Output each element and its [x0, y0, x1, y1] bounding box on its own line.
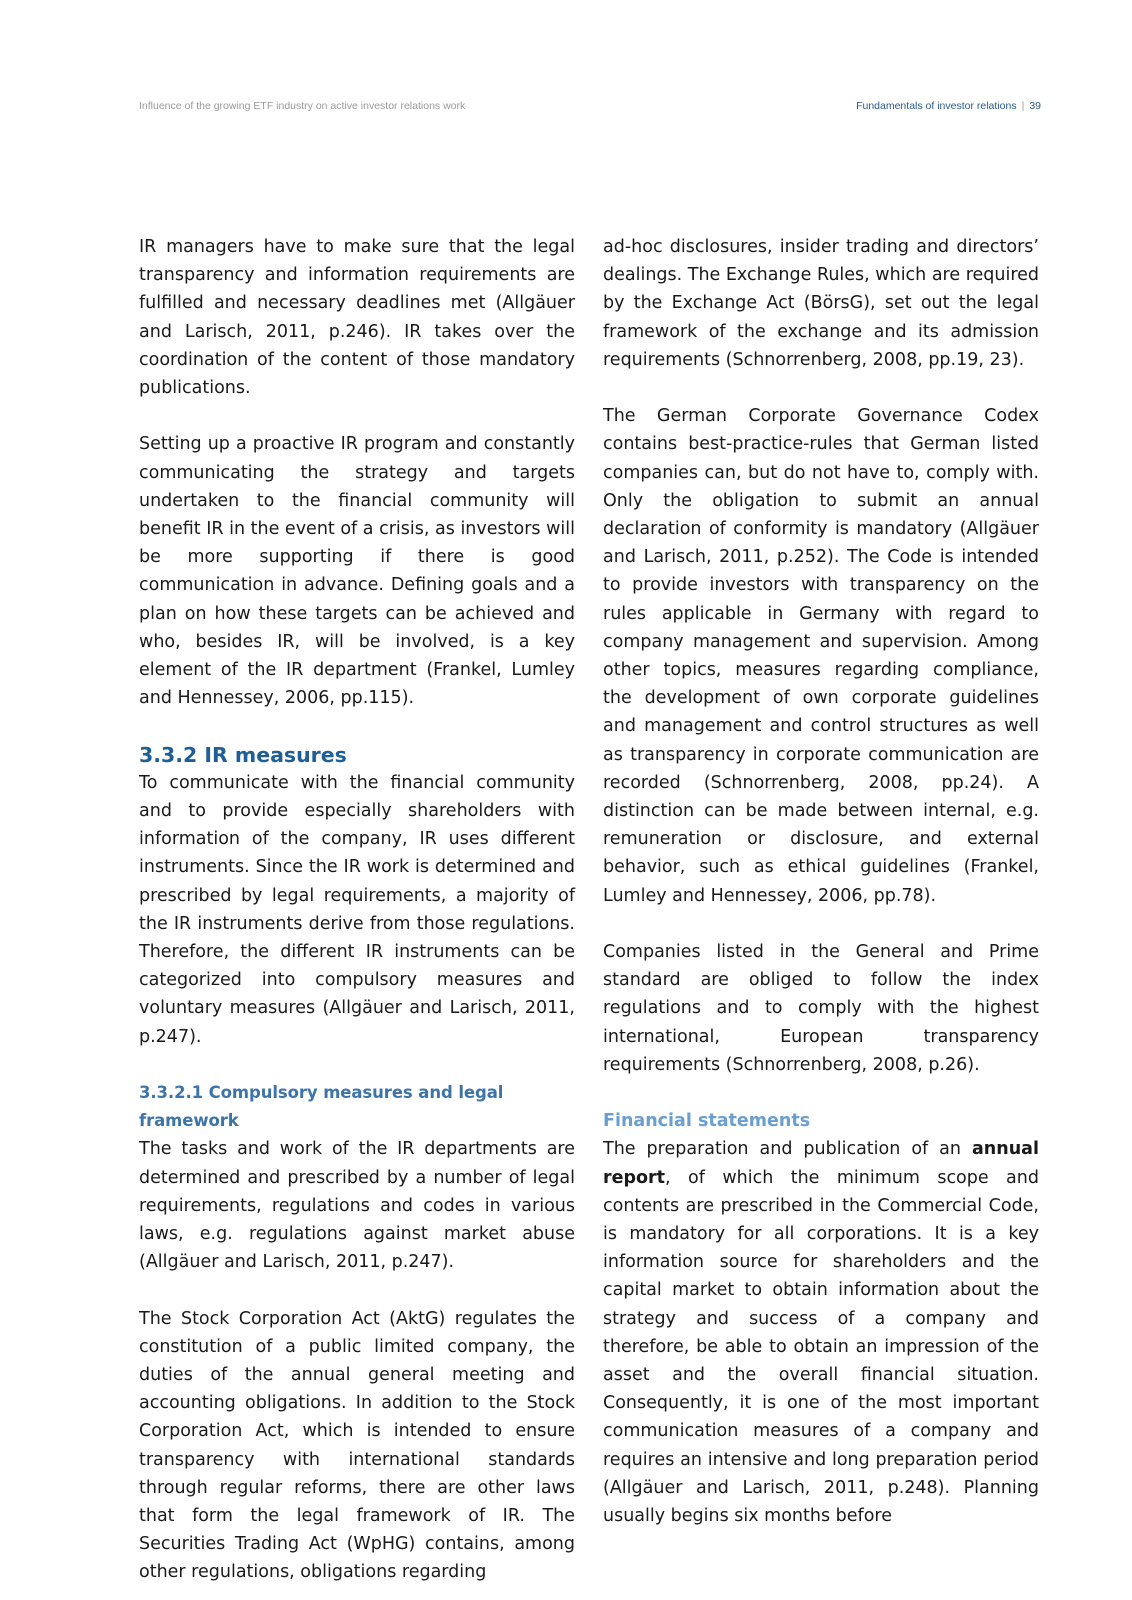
annual-report-term: annual report — [603, 1139, 1039, 1188]
annual-report-body-text: , of which the minimum scope and contents are prescribed in the Commercial Code, is mandatory for all corporations. It is a key information source for shareholders and the capital market to obtain information about the strategy and success of a company and therefore, be able to obtain an impression of the asset and the overall financial situation. Consequently, it is one of the most important communication measures of a company and requires an intensive and long preparation period (Allgäuer and Larisch, 2011, p.248). Planning usually begins six months before — [603, 1167, 1039, 1527]
annual-report-lead-text: The preparation and publication of an — [603, 1139, 972, 1160]
heading-financial-statements: Financial statements — [603, 1111, 811, 1132]
paragraph-stock-corporation-act: The Stock Corporation Act (AktG) regulates the constitution of a public limited company, the duties of the annual general meeting and accounting obligations. In addition to the Stock Corporation Act, which is intended to ensure transparency with international standards through regular reforms, there are other laws that form the legal framework of IR. The Securities Trading Act (WpHG) contains, among other regulations, obligations regarding — [139, 1308, 575, 1583]
section-heading-ir-measures: 3.3.2 IR measures — [139, 742, 347, 767]
paragraph-ir-instruments: To communicate with the financial community and to provide especially shareholders with information of the company, IR uses different instruments. Since the IR work is determined and prescribed by legal requirements, a majority of the IR instruments derive from those regulations. Therefore, the different IR instruments can be categorized into compulsory measures and voluntary measures (Allgäuer and Larisch, 2011, p.247). — [139, 772, 575, 1047]
paragraph-annual-report — [603, 1135, 1039, 1530]
paragraph-general-prime-standard: Companies listed in the General and Prime standard are obliged to follow the index regulations and to comply with the highest international, European transparency requirements (Schnorrenberg, 2008, p.26). — [603, 942, 1039, 1075]
page-header — [139, 98, 1041, 114]
left-column — [139, 233, 575, 1587]
paragraph-exchange-rules: ad-hoc disclosures, insider trading and directors’ dealings. The Exchange Rules, which are required by the Exchange Act (BörsG), set out the legal framework of the exchange and its admission requirements (Schnorrenberg, 2008, pp.19, 23). — [603, 237, 1040, 370]
subsection-heading-compulsory-measures: 3.3.2.1 Compulsory measures and legal framework — [139, 1083, 504, 1131]
header-section-info — [856, 98, 1041, 114]
running-title: Influence of the growing ETF industry on active investor relations work — [139, 100, 466, 112]
section-title: Fundamentals of investor relations — [856, 100, 1017, 112]
paragraph-ir-managers: IR managers have to make sure that the legal transparency and information requirements are fulfilled and necessary deadlines met (Allgäuer and Larisch, 2011, p.246). IR takes over the coordination of the content of those mandatory publications. — [139, 237, 575, 399]
paragraph-proactive-ir-program: Setting up a proactive IR program and constantly communicating the strategy and targets undertaken to the financial community will benefit IR in the event of a crisis, as investors will be more supporting if there is good communication in advance. Defining goals and a plan on how these targets can be achieved and who, besides IR, will be involved, is a key element of the IR department (Frankel, Lumley and Hennessey, 2006, pp.115). — [139, 434, 575, 709]
paragraph-governance-codex: The German Corporate Governance Codex contains best-practice-rules that German listed companies can, but do not have to, comply with. Only the obligation to submit an annual declaration of conformity is mandatory (Allgäuer and Larisch, 2011, p.252). The Code is intended to provide investors with transparency on the rules applicable in Germany with regard to company management and supervision. Among other topics, measures regarding compliance, the development of own corporate guidelines and management and control structures as well as transparency in corporate communication are recorded (Schnorrenberg, 2008, pp.24). A distinction can be made between internal, e.g. remuneration or disclosure, and external behavior, such as ethical guidelines (Frankel, Lumley and Hennessey, 2006, pp.78). — [603, 406, 1039, 906]
page-number: 39 — [1029, 100, 1041, 112]
header-separator: | — [1021, 100, 1025, 112]
right-column — [603, 233, 1039, 1530]
paragraph-legal-requirements: The tasks and work of the IR departments are determined and prescribed by a number of legal requirements, regulations and codes in various laws, e.g. regulations against market abuse (Allgäuer and Larisch, 2011, p.247). — [139, 1139, 575, 1273]
